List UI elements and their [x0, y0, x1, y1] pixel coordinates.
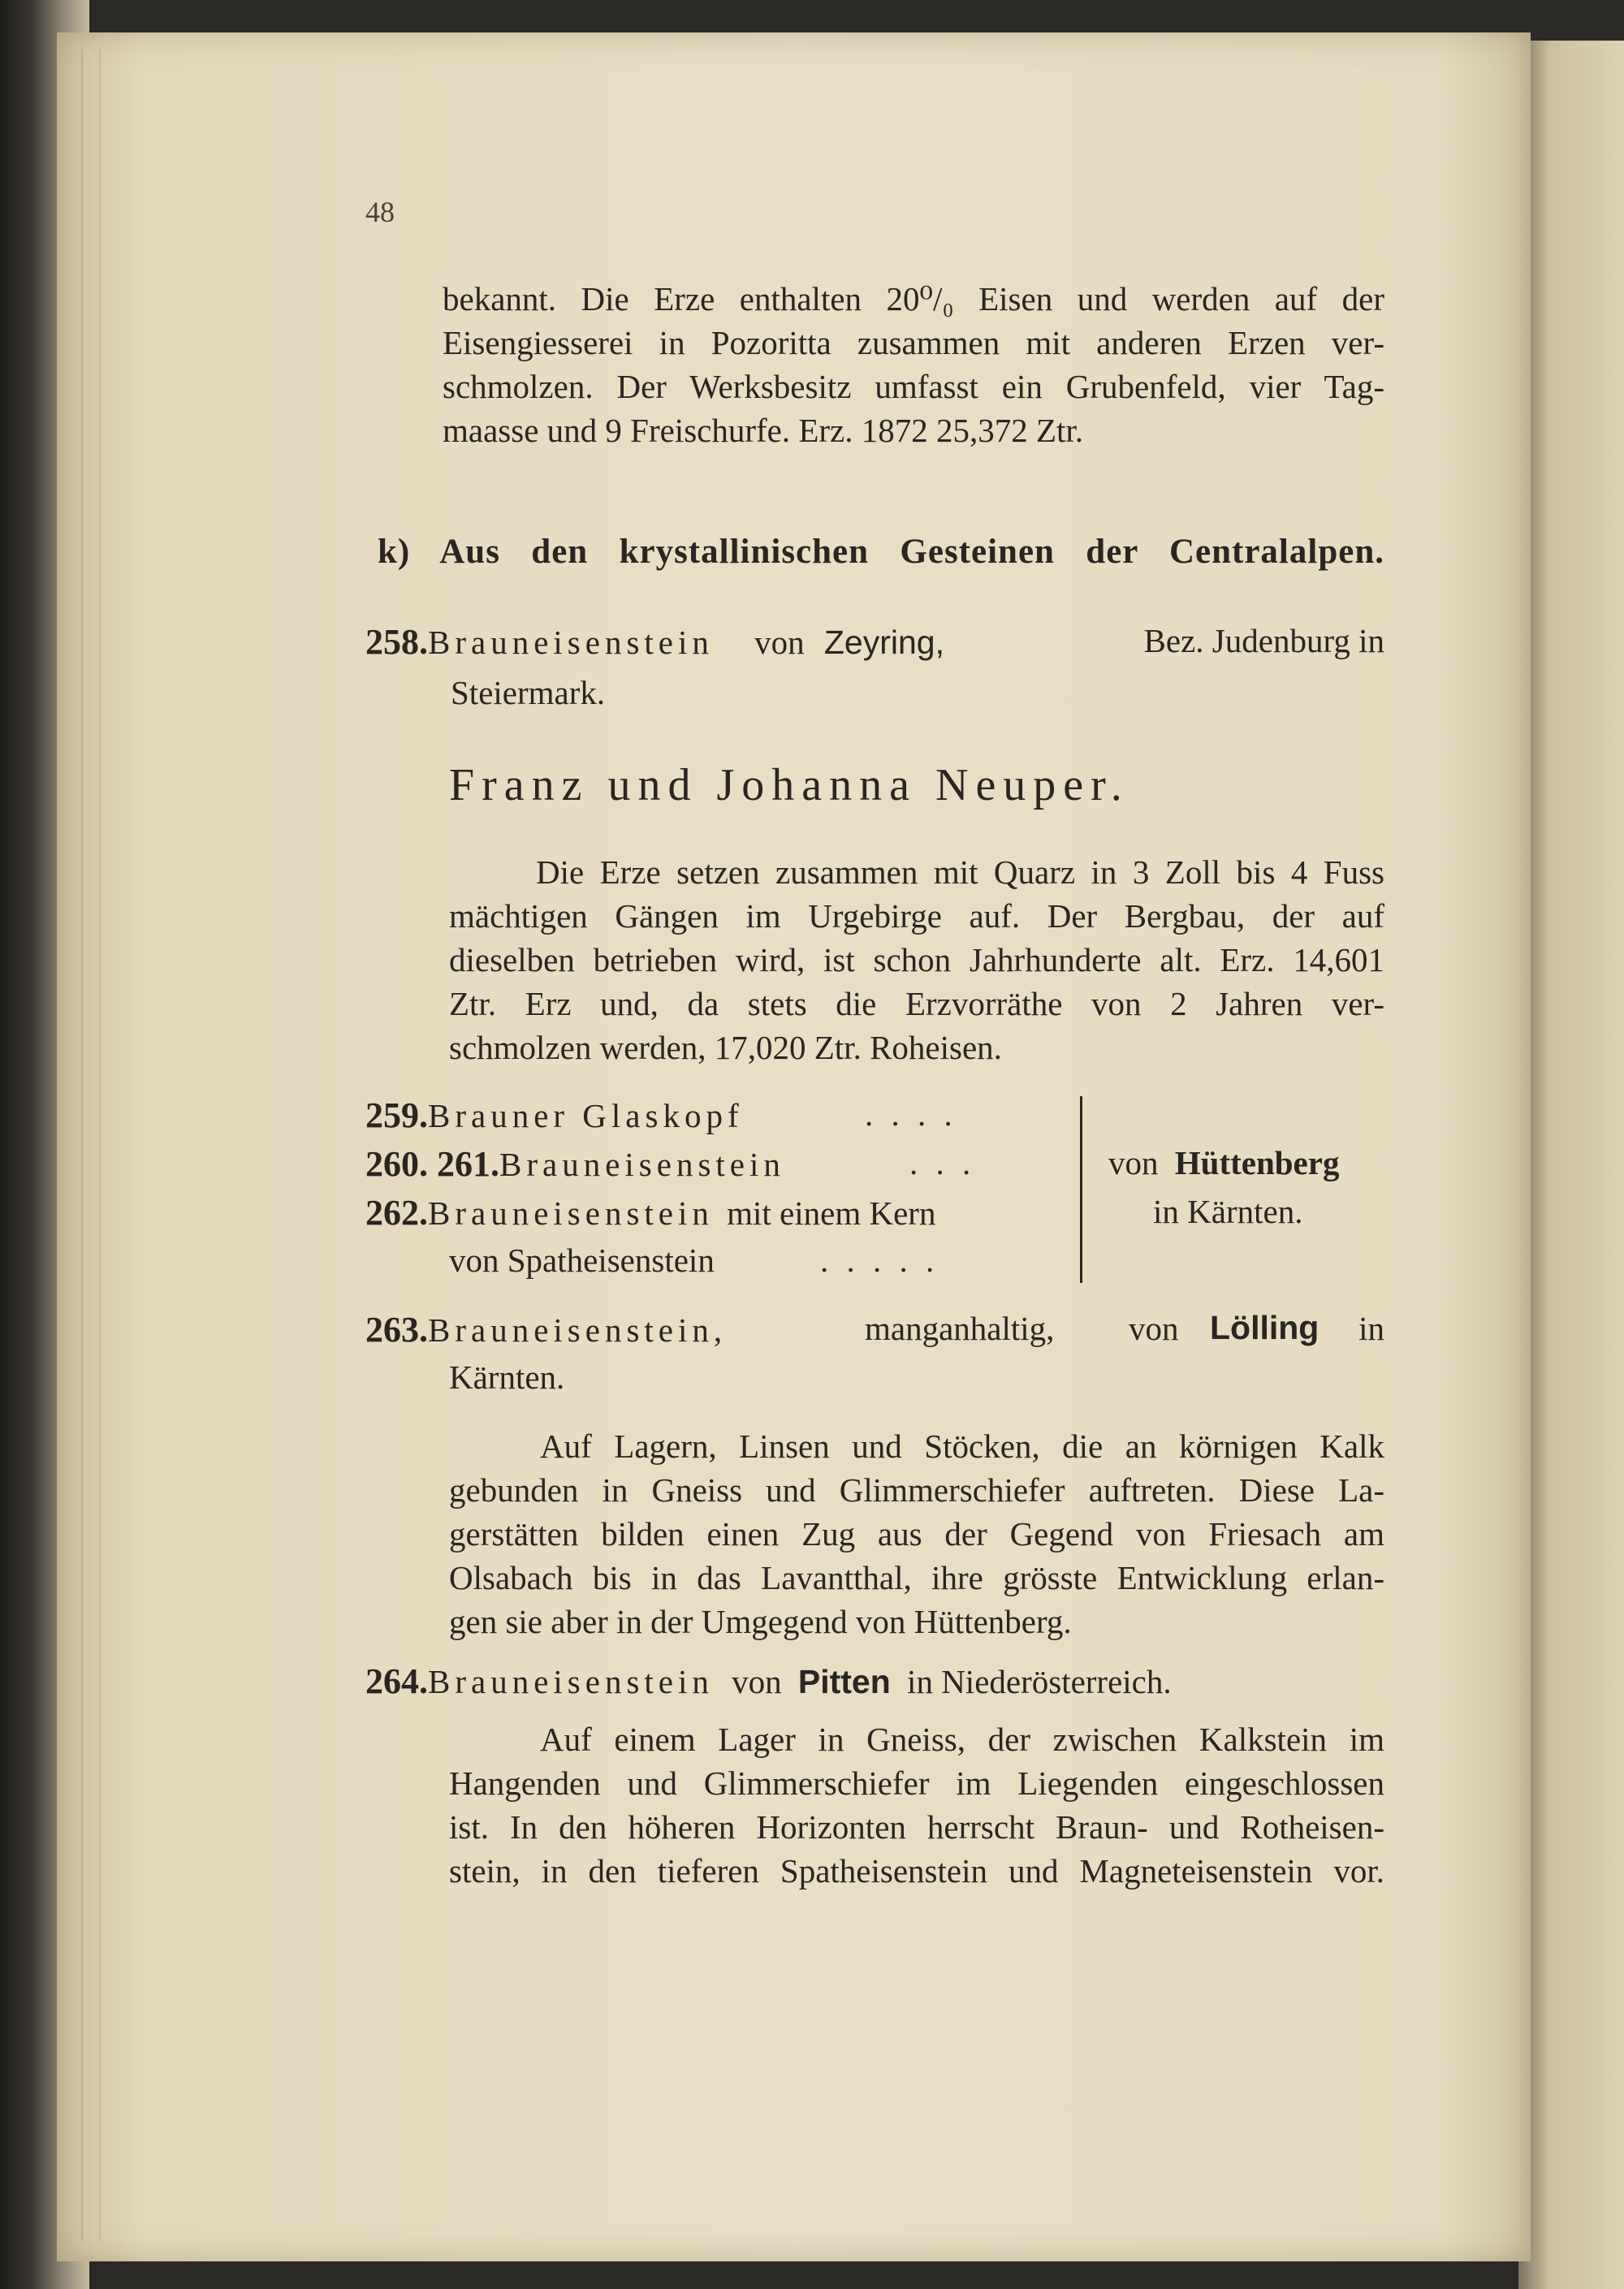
entry-place: Pitten: [797, 1663, 891, 1700]
entry-262-line2: von Spatheisenstein: [449, 1242, 715, 1279]
entry-264: [365, 1661, 1172, 1702]
entry-263: [365, 1309, 1384, 1350]
entry-number: 264.: [365, 1661, 428, 1701]
paragraph-line: Olsabach bis in das Lavantthal, ihre grösste Entwicklung erlan-: [449, 1559, 1384, 1596]
owner-name: Franz und Johanna Neuper.: [449, 760, 1129, 810]
entry-mineral: Brauneisenstein: [428, 1663, 714, 1700]
entry-von: von: [732, 1663, 782, 1700]
entry-262: [365, 1192, 935, 1233]
page-edge-lines: [81, 49, 101, 2241]
entry-259: [365, 1095, 744, 1136]
leader-dots: . . . .: [865, 1095, 957, 1133]
entry-mineral: Brauneisenstein,: [428, 1311, 728, 1349]
paragraph-line: Hangenden und Glimmerschiefer im Liegenden eingeschlossen: [449, 1764, 1384, 1802]
section-heading: k) Aus den krystallinischen Gesteinen der Centralalpen.: [378, 533, 1384, 571]
entry-mineral: Brauneisenstein: [428, 1194, 714, 1232]
intro-line: maasse und 9 Freischurfe. Erz. 1872 25,372 Ztr.: [443, 412, 1084, 449]
entry-detail: mit einem Kern: [727, 1194, 936, 1232]
entry-location: Bez. Judenburg in: [1143, 622, 1384, 659]
group-place: Hüttenberg: [1174, 1144, 1340, 1181]
paragraph-line: mächtigen Gängen im Urgebirge auf. Der Bergbau, der auf: [449, 897, 1384, 935]
entry-number: 262.: [365, 1193, 428, 1233]
paragraph-line: ist. In den höheren Horizonten herrscht Braun- und Rotheisen-: [449, 1808, 1384, 1846]
paragraph-line: gen sie aber in der Umgegend von Hüttenberg.: [449, 1603, 1072, 1640]
entry-in: in: [1358, 1310, 1384, 1347]
entry-von: von: [1129, 1310, 1179, 1347]
entry-mineral: Brauner Glaskopf: [428, 1097, 744, 1134]
facing-page-edge: [1518, 41, 1624, 2289]
intro-line: bekannt. Die Erze enthalten 20⁰/₀ Eisen und werden auf der: [443, 280, 1384, 317]
entry-258: [365, 621, 1384, 663]
entry-number: 263.: [365, 1310, 428, 1350]
group-location: [1108, 1143, 1339, 1182]
paragraph-line: stein, in den tieferen Spatheisenstein und Magneteisenstein vor.: [449, 1852, 1384, 1890]
paragraph-line: Ztr. Erz und, da stets die Erzvorräthe von 2 Jahren ver-: [449, 985, 1384, 1022]
paragraph-line: Auf Lagern, Linsen und Stöcken, die an körnigen Kalk: [540, 1427, 1384, 1465]
entry-place: Zeyring,: [823, 624, 944, 661]
entry-260-261: [365, 1143, 785, 1185]
intro-line: schmolzen. Der Werksbesitz umfasst ein Grubenfeld, vier Tag-: [443, 368, 1384, 405]
paragraph-line: Auf einem Lager in Gneiss, der zwischen Kalkstein im: [540, 1721, 1384, 1758]
paragraph-line: dieselben betrieben wird, ist schon Jahrhunderte alt. Erz. 14,601: [449, 941, 1384, 978]
entry-mineral: Brauneisenstein: [499, 1146, 785, 1183]
paragraph-line: schmolzen werden, 17,020 Ztr. Roheisen.: [449, 1029, 1002, 1066]
group-von: von: [1108, 1144, 1159, 1181]
leader-dots: . . . . .: [820, 1242, 939, 1279]
entry-place: Lölling: [1210, 1309, 1320, 1346]
brace: [1064, 1096, 1082, 1283]
paragraph-line: Die Erze setzen zusammen mit Quarz in 3 Zoll bis 4 Fuss: [536, 853, 1384, 891]
paragraph-line: gerstätten bilden einen Zug aus der Gegend von Friesach am: [449, 1515, 1384, 1553]
paragraph-line: gebunden in Gneiss und Glimmerschiefer auftreten. Diese La-: [449, 1471, 1384, 1509]
entry-number: 259.: [365, 1095, 428, 1135]
entry-attribute: manganhaltig,: [865, 1310, 1055, 1347]
entry-number: 258.: [365, 622, 428, 662]
entry-258-line2: Steiermark.: [451, 674, 606, 711]
entry-263-line2: Kärnten.: [449, 1358, 565, 1396]
entry-location: in Niederösterreich.: [907, 1663, 1172, 1700]
entry-number: 260. 261.: [365, 1144, 499, 1184]
intro-line: Eisengiesserei in Pozoritta zusammen mit anderen Erzen ver-: [443, 324, 1384, 361]
page-number: 48: [365, 196, 395, 228]
leader-dots: . . .: [909, 1144, 976, 1181]
group-region: in Kärnten.: [1153, 1193, 1303, 1230]
entry-mineral: Brauneisenstein: [428, 624, 714, 661]
entry-von: von: [754, 624, 805, 661]
